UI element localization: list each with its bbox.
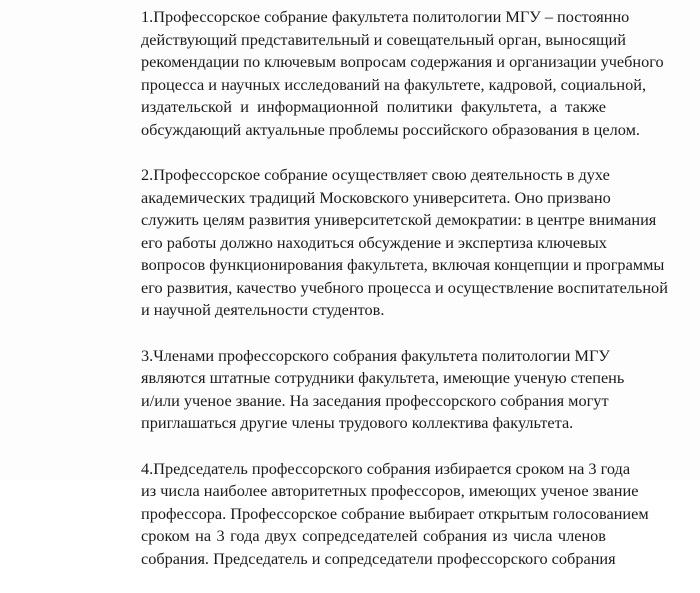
paragraph-2 bbox=[103, 164, 668, 322]
paragraph-1 bbox=[103, 6, 664, 141]
paragraph-line: сроком на 3 года двух сопредседателей собрания из числа членов bbox=[141, 526, 606, 545]
paragraph-line: и научной деятельности студентов. bbox=[141, 300, 385, 319]
paragraph-line: приглашаться другие члены трудового коллектива факультета. bbox=[141, 413, 574, 432]
paragraph-line: 4.Председатель профессорского собрания избирается сроком на 3 года bbox=[141, 458, 631, 478]
paragraph-line: 3.Членами профессорского собрания факультета политологии МГУ bbox=[141, 345, 610, 365]
document-body bbox=[103, 6, 668, 593]
paragraph-line: академических традиций Московского университета. Оно призвано bbox=[141, 187, 611, 207]
paragraph-line: собрания. Председатель и сопредседатели профессорского собрания bbox=[141, 548, 616, 568]
paragraph-line: рекомендации по ключевым вопросам содержания и организации учебного bbox=[141, 52, 664, 71]
paragraph-line: обсуждающий актуальные проблемы российского образования в целом. bbox=[141, 119, 640, 139]
paragraph-line: и/или ученое звание. На заседания профессорского собрания могут bbox=[141, 390, 609, 410]
paragraph-line: служить целям развития университетской демократии: в центре внимания bbox=[141, 210, 657, 229]
paragraph-line: 2.Профессорское собрание осуществляет свою деятельность в духе bbox=[141, 165, 610, 184]
paragraph-4 bbox=[103, 458, 649, 571]
paragraph-line: действующий представительный и совещательный орган, выносящий bbox=[141, 29, 626, 49]
paragraph-line: процесса и научных исследований на факультете, кадровой, социальной, bbox=[141, 74, 647, 94]
paragraph-line: являются штатные сотрудники факультета, имеющие ученую степень bbox=[141, 368, 625, 387]
paragraph-line: из числа наиболее авторитетных профессоров, имеющих ученое звание bbox=[141, 481, 639, 500]
paragraph-line: издательской и информационной политики факультета, а также bbox=[141, 97, 606, 116]
paragraph-line: профессора. Профессорское собрание выбирает открытым голосованием bbox=[141, 503, 649, 523]
paragraph-line: 1.Профессорское собрание факультета политологии МГУ – постоянно bbox=[141, 7, 630, 26]
paragraph-3 bbox=[103, 345, 625, 435]
paragraph-line: его развития, качество учебного процесса и осуществление воспитательной bbox=[141, 277, 668, 297]
paragraph-line: вопросов функционирования факультета, включая концепции и программы bbox=[141, 255, 665, 274]
paragraph-line: его работы должно находиться обсуждение и экспертиза ключевых bbox=[141, 232, 607, 252]
